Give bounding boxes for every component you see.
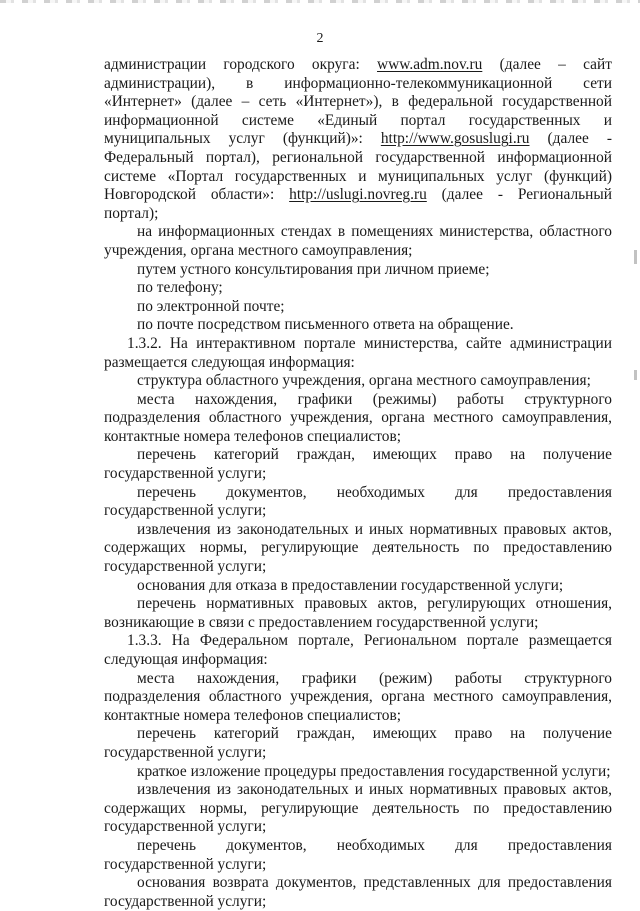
intro-text-1: администрации городского округа: <box>104 56 378 73</box>
intro-text-4: (далее - Региональный портал); <box>104 186 612 222</box>
admin-site-link[interactable]: www.adm.nov.ru <box>377 56 483 73</box>
section-1-3-2-item: перечень нормативных правовых актов, регулирующих отношения, возникающие в связи с предоставлением государственной услуги; <box>104 595 612 631</box>
section-1-3-3-item: основания возврата документов, представленных для предоставления государственной услуги; <box>104 874 612 910</box>
section-1-3-2-item: извлечения из законодательных и иных нормативных правовых актов, содержащих нормы, регулирующие деятельность по предоставлению государственной услуги; <box>104 520 612 576</box>
section-1-3-2-item: основания для отказа в предоставлении государственной услуги; <box>137 576 564 594</box>
section-1-3-3-item: места нахождения, графики (режим) работы структурного подразделения областного учреждения, органа местного самоуправления, контактные номера телефонов специалистов; <box>104 669 612 724</box>
scan-mark <box>634 250 637 264</box>
intro-paragraph <box>104 56 612 223</box>
section-1-3-3-item: краткое изложение процедуры предоставления государственной услуги; <box>137 762 611 780</box>
intro-text-2: (далее – сайт администрации), в информационно-телекоммуникационной сети «Интернет» (далее – сеть «Интернет»), в федеральной государственной информационной системе «Единый портал государственных и муниципальных услуг (функций)»: <box>104 56 612 148</box>
scan-mark <box>634 370 637 380</box>
section-1-3-3-item: извлечения из законодательных и иных нормативных правовых актов, содержащих нормы, регулирующие деятельность по предоставлению государственной услуги; <box>104 781 612 836</box>
paragraph-post: по почте посредством письменного ответа на обращение. <box>137 316 514 334</box>
uslugi-novreg-link[interactable]: http://uslugi.novreg.ru <box>289 186 427 204</box>
section-1-3-2-item: места нахождения, графики (режимы) работы структурного подразделения областного учреждения, органа местного самоуправления, контактные номера телефонов специалистов; <box>104 390 612 445</box>
paragraph-phone: по телефону; <box>137 279 223 297</box>
paragraph-personal: путем устного консультирования при личном приеме; <box>137 260 490 278</box>
section-1-3-2-item: перечень категорий граждан, имеющих право на получение государственной услуги; <box>104 446 612 483</box>
paragraph-stands: на информационных стендах в помещениях министерства, областного учреждения, органа местного самоуправления; <box>104 223 612 259</box>
section-1-3-2-heading: 1.3.2. На интерактивном портале министерства, сайте администрации размещается следующая информация: <box>104 334 612 371</box>
section-1-3-3-heading: 1.3.3. На Федеральном портале, Региональном портале размещается следующая информация: <box>104 632 612 668</box>
page-number: 2 <box>316 31 324 46</box>
section-1-3-3-item: перечень документов, необходимых для предоставления государственной услуги; <box>104 836 612 873</box>
paragraph-email: по электронной почте; <box>137 297 285 315</box>
document-body <box>104 56 612 911</box>
gosuslugi-link[interactable]: http://www.gosuslugi.ru <box>380 130 530 148</box>
section-1-3-2-item: перечень документов, необходимых для предоставления государственной услуги; <box>104 483 612 520</box>
intro-text-3: (далее - Федеральный портал), региональной государственной информационной системе «Портал государственных и муниципальных услуг (функций) Новгородской области»: <box>104 130 612 204</box>
section-1-3-2-item: структура областного учреждения, органа местного самоуправления; <box>137 372 591 390</box>
section-1-3-3-item: перечень категорий граждан, имеющих право на получение государственной услуги; <box>104 725 612 761</box>
scan-edge-top <box>0 0 640 3</box>
